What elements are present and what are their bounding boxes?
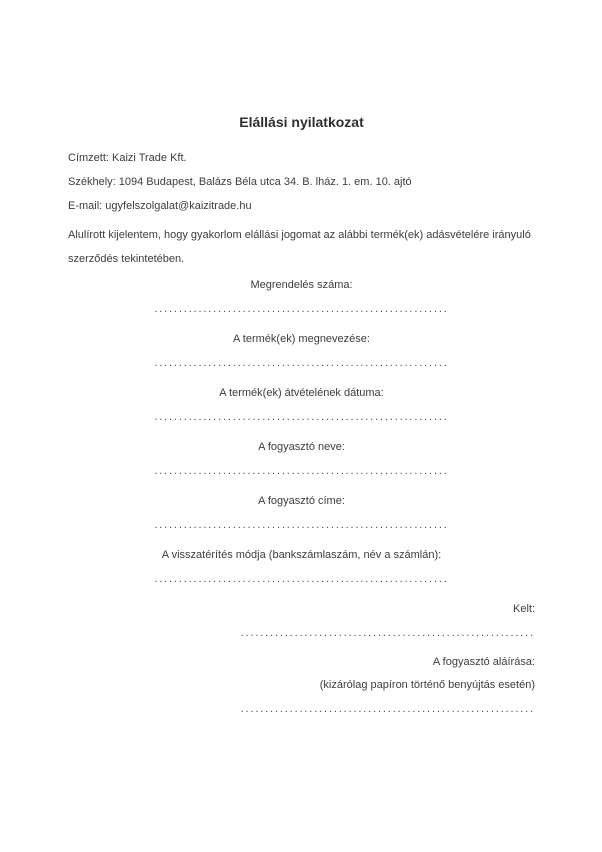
fill-in-line-refund-method: ............................................................: [154, 573, 449, 585]
signature-block: [68, 651, 535, 721]
email-line: E-mail: ugyfelszolgalat@kaizitrade.hu: [68, 200, 252, 212]
field-label-receipt-date: A termék(ek) átvételének dátuma:: [219, 387, 384, 399]
declaration-paragraph: Alulírott kijelentem, hogy gyakorlom elállási jogomat az alábbi termék(ek) adásvételére irányuló szerződés tekintetében.: [68, 229, 531, 265]
fill-in-line-consumer-address: ............................................................: [154, 519, 449, 531]
fill-in-line-signature: ............................................................: [240, 703, 535, 715]
fill-in-line-consumer-name: ............................................................: [154, 465, 449, 477]
field-consumer-name: [68, 435, 535, 483]
field-refund-method: [68, 543, 535, 591]
field-label-dated: Kelt:: [512, 603, 535, 615]
page-title: Elállási nyilatkozat: [239, 114, 364, 130]
signature-label: A fogyasztó aláírása:: [432, 656, 535, 668]
fill-in-line-dated: ............................................................: [240, 627, 535, 639]
field-product-name: [68, 327, 535, 375]
field-label-order-number: Megrendelés száma:: [250, 279, 353, 291]
addressee-line: Címzett: Kaizi Trade Kft.: [68, 152, 187, 164]
field-receipt-date: [68, 381, 535, 429]
field-dated: [68, 597, 535, 645]
field-order-number: [68, 273, 535, 321]
field-label-product-name: A termék(ek) megnevezése:: [233, 333, 370, 345]
fill-in-line-receipt-date: ............................................................: [154, 411, 449, 423]
field-label-consumer-address: A fogyasztó címe:: [258, 495, 345, 507]
fill-in-line-product-name: ............................................................: [154, 357, 449, 369]
signature-note: (kizárólag papíron történő benyújtás esetén): [319, 679, 535, 691]
fill-in-line-order-number: ............................................................: [154, 303, 449, 315]
field-consumer-address: [68, 489, 535, 537]
field-label-refund-method: A visszatérítés módja (bankszámlaszám, név a számlán):: [161, 549, 442, 561]
field-label-consumer-name: A fogyasztó neve:: [258, 441, 345, 453]
registered-office-line: Székhely: 1094 Budapest, Balázs Béla utca 34. B. lház. 1. em. 10. ajtó: [68, 176, 412, 188]
